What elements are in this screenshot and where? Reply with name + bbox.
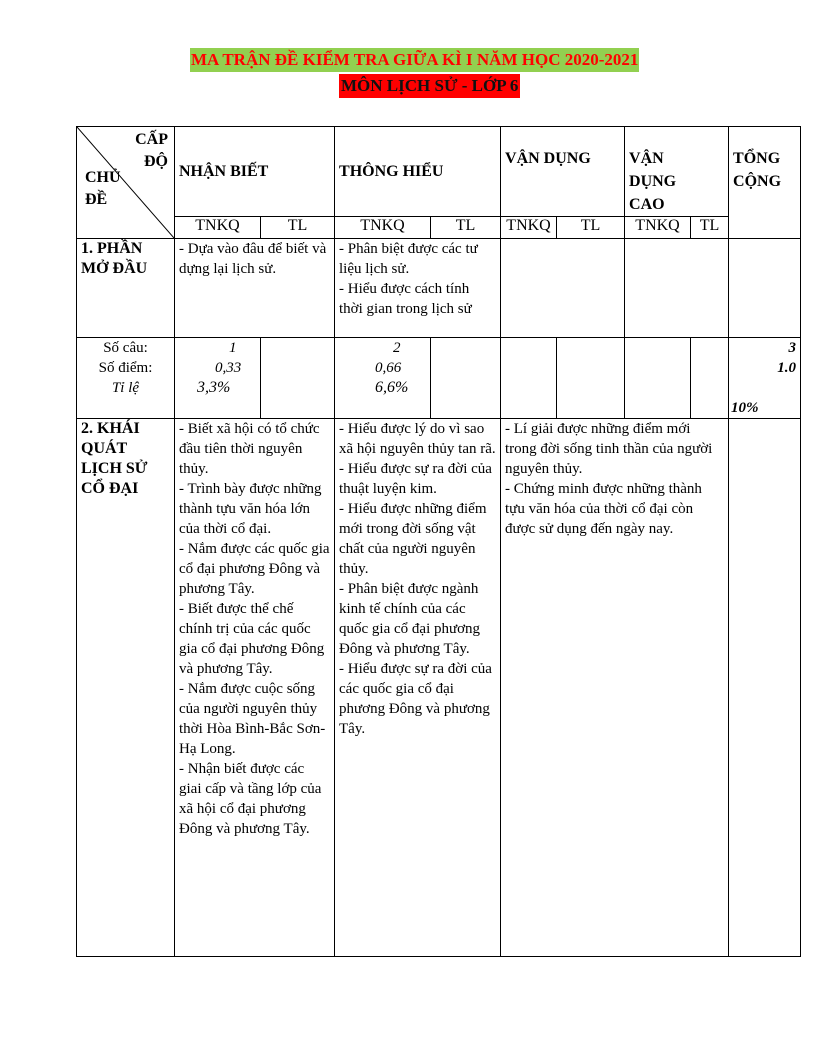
subheader-tnkq: TNKQ bbox=[625, 217, 691, 239]
topic-cell-1: 1. PHẦN MỞ ĐẦU bbox=[77, 239, 175, 338]
stats-nhan-biet-tnkq: 1 0,33 3,3% bbox=[175, 338, 261, 419]
stats-labels: Số câu: Số điểm: Tỉ lệ bbox=[77, 338, 175, 419]
stats-row-1 bbox=[77, 338, 801, 419]
subheader-tl: TL bbox=[261, 217, 335, 239]
corner-topic-label: CHỦ ĐỀ bbox=[85, 169, 121, 208]
thong-hieu-content-2: - Hiểu được lý do vì sao xã hội nguyên thủy tan rã. - Hiểu được sự ra đời của thuật luyện kim. - Hiểu được những điểm mới trong đời sống vật chất của người nguyên thủy. - Phân biệt được ngành kinh tế chính của các quốc gia cổ đại phương Đông và phương Tây. - Hiểu được sự ra đời của các quốc gia cổ đại phương Đông và phương Tây. bbox=[335, 419, 501, 957]
header-thong-hieu: THÔNG HIỂU bbox=[335, 127, 501, 217]
subheader-tnkq: TNKQ bbox=[335, 217, 431, 239]
topic-cell-2: 2. KHÁI QUÁT LỊCH SỬ CỔ ĐẠI bbox=[77, 419, 175, 957]
total-content-1 bbox=[729, 239, 801, 338]
document-title: MA TRẬN ĐỀ KIỂM TRA GIỮA KÌ I NĂM HỌC 2020-2021 bbox=[190, 48, 639, 72]
van-dung-content-1 bbox=[501, 239, 625, 338]
stats-nhan-biet-tl bbox=[261, 338, 335, 419]
header-van-dung: VẬN DỤNG bbox=[501, 127, 625, 217]
stats-van-dung-tnkq bbox=[501, 338, 557, 419]
topic-row-1 bbox=[77, 239, 801, 338]
subheader-row bbox=[77, 217, 801, 239]
subheader-tnkq: TNKQ bbox=[501, 217, 557, 239]
header-tong-cong: TỔNG CỘNG bbox=[729, 127, 801, 239]
nhan-biet-content-1: - Dựa vào đâu để biết và dựng lại lịch sử. bbox=[175, 239, 335, 338]
total-content-2 bbox=[729, 419, 801, 957]
subheader-tnkq: TNKQ bbox=[175, 217, 261, 239]
topic-row-2 bbox=[77, 419, 801, 957]
header-van-dung-cao: VẬN DỤNG CAO bbox=[625, 127, 729, 217]
document-subtitle: MÔN LỊCH SỬ - LỚP 6 bbox=[339, 74, 520, 98]
van-dung-cao-content-1 bbox=[625, 239, 729, 338]
header-row bbox=[77, 127, 801, 217]
stats-van-dung-tl bbox=[557, 338, 625, 419]
corner-level-label: CẤP ĐỘ bbox=[135, 131, 168, 170]
corner-header-cell bbox=[77, 127, 175, 239]
thong-hieu-content-1: - Phân biệt được các tư liệu lịch sử. - Hiểu được cách tính thời gian trong lịch sử bbox=[335, 239, 501, 338]
van-dung-content-2: - Lí giải được những điểm mới trong đời sống tinh thần của người nguyên thủy. - Chứng minh được những thành tựu văn hóa của thời cổ đại còn được sử dụng đến ngày nay. bbox=[501, 419, 729, 957]
exam-matrix-table bbox=[76, 126, 801, 957]
stats-van-dung-cao-tl bbox=[691, 338, 729, 419]
nhan-biet-content-2: - Biết xã hội có tổ chức đầu tiên thời nguyên thủy. - Trình bày được những thành tựu văn hóa lớn của thời cổ đại. - Nắm được các quốc gia cổ đại phương Đông và phương Tây. - Biết được thể chế chính trị của các quốc gia cổ đại phương Đông và phương Tây. - Nắm được cuộc sống của người nguyên thủy thời Hòa Bình-Bắc Sơn-Hạ Long. - Nhận biết được các giai cấp và tầng lớp của xã hội cổ đại phương Đông và phương Tây. bbox=[175, 419, 335, 957]
stats-total: 3 1.0 10% bbox=[729, 338, 801, 419]
subheader-tl: TL bbox=[691, 217, 729, 239]
stats-thong-hieu-tl bbox=[431, 338, 501, 419]
stats-van-dung-cao-tnkq bbox=[625, 338, 691, 419]
header-nhan-biet: NHẬN BIẾT bbox=[175, 127, 335, 217]
subheader-tl: TL bbox=[557, 217, 625, 239]
subheader-tl: TL bbox=[431, 217, 501, 239]
stats-thong-hieu-tnkq: 2 0,66 6,6% bbox=[335, 338, 431, 419]
